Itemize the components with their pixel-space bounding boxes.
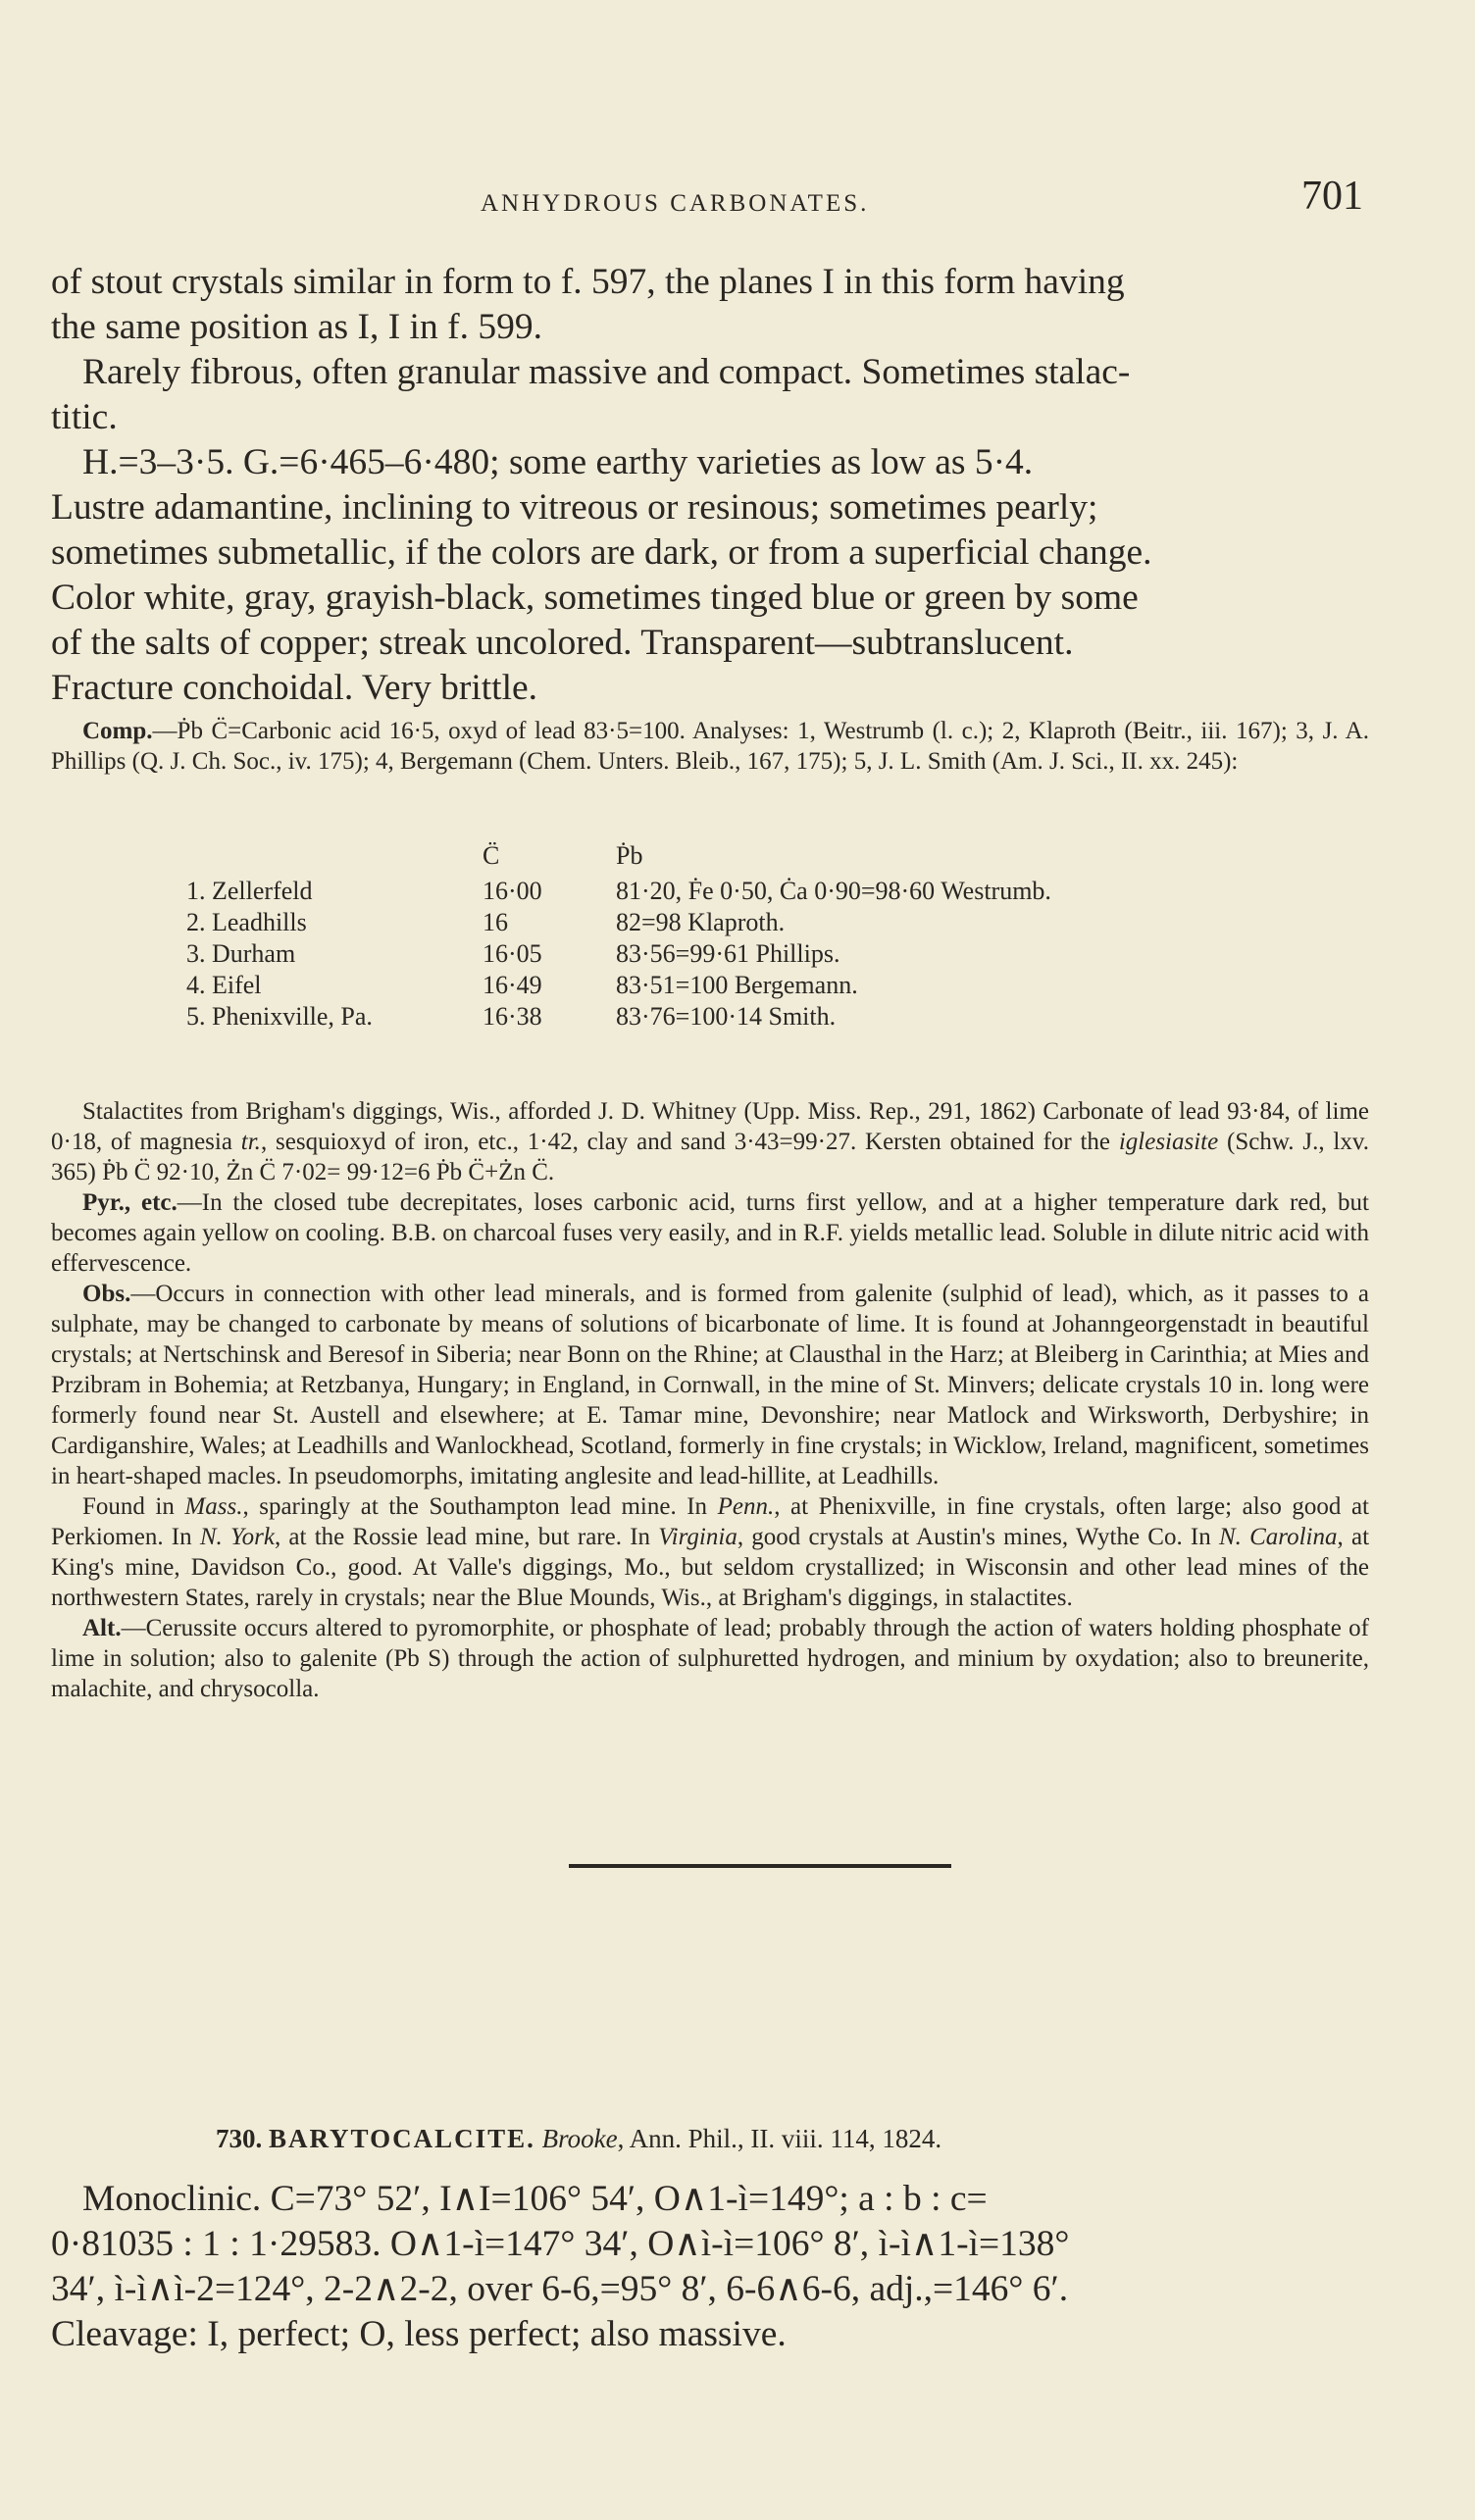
column-header-lead: Ṗb — [616, 841, 643, 870]
carbonic-cell: 16 — [483, 908, 508, 936]
lead-cell: 82=98 Klaproth. — [616, 908, 786, 936]
lead-cell: 83·51=100 Bergemann. — [616, 971, 858, 999]
italic-term: tr. — [240, 1129, 261, 1155]
locality-cell: 2. Leadhills — [186, 908, 307, 936]
composition-paragraph — [51, 716, 1369, 777]
obs-label: Obs. — [82, 1281, 131, 1307]
carbonic-cell: 16·49 — [483, 971, 542, 999]
comp-text: —Ṗb C̈=Carbonic acid 16·5, oxyd of lead 83·5=100. Analyses: 1, Westrumb (l. c.); 2, Klaproth (Beitr., iii. 167); 3, J. A. Phillips (Q. J. Ch. Soc., iv. 175); 4, Bergemann (Chem. Unters. Bleib., 167, 175); 5, J. L. Smith (Am. J. Sci., II. xx. 245): — [51, 718, 1369, 775]
italic-place: N. Carolina — [1218, 1524, 1338, 1550]
carbonic-cell: 16·05 — [483, 939, 542, 968]
crystal-line: 34′, ì-ì∧ì-2=124°, 2-2∧2-2, over 6-6,=95° 8′, 6-6∧6-6, adj.,=146° 6′. — [51, 2269, 1069, 2309]
description-line: Color white, gray, grayish-black, sometimes tinged blue or green by some — [51, 578, 1139, 618]
found-paragraph — [51, 1491, 1369, 1613]
crystal-line: 0·81035 : 1 : 1·29583. O∧1-ì=147° 34′, O∧ì-ì=106° 8′, ì-ì∧1-ì=138° — [51, 2224, 1070, 2264]
crystal-line: Monoclinic. C=73° 52′, I∧I=106° 54′, O∧1-ì=149°; a : b : c= — [82, 2179, 988, 2219]
italic-place: Penn. — [717, 1493, 775, 1520]
found-text: , sparingly at the Southampton lead mine. In — [242, 1493, 718, 1520]
locality-cell: 1. Zellerfeld — [186, 877, 313, 905]
alt-paragraph — [51, 1613, 1369, 1704]
species-number: 730. — [216, 2124, 263, 2153]
running-title: ANHYDROUS CARBONATES. — [481, 190, 870, 217]
page-number: 701 — [1301, 174, 1363, 219]
table-row — [186, 877, 1265, 908]
found-text: , at the Rossie lead mine, but rare. In — [274, 1524, 659, 1550]
section-divider — [569, 1864, 951, 1868]
analyses-table — [186, 841, 1265, 1033]
locality-cell: 4. Eifel — [186, 971, 262, 999]
description-line: the same position as I, I in f. 599. — [51, 307, 542, 347]
pyr-paragraph — [51, 1187, 1369, 1279]
description-line: of stout crystals similar in form to f. 597, the planes I in this form having — [51, 262, 1125, 302]
locality-cell: 5. Phenixville, Pa. — [186, 1002, 373, 1031]
stalactites-text: (Schw. J., lxv. 365) Ṗb C̈ 92·10, Żn C̈ 7·02= 99·12=6 Ṗb C̈+Żn C̈. — [51, 1129, 1369, 1185]
description-line: Rarely fibrous, often granular massive and compact. Sometimes stalac- — [82, 352, 1131, 392]
species-author: Brooke — [541, 2124, 618, 2153]
page-header — [88, 173, 1363, 231]
pyr-label: Pyr., etc. — [82, 1189, 178, 1216]
alt-label: Alt. — [82, 1615, 122, 1641]
table-row — [186, 908, 1265, 939]
locality-cell: 3. Durham — [186, 939, 296, 968]
table-row — [186, 939, 1265, 971]
alt-text: —Cerussite occurs altered to pyromorphite, or phosphate of lead; probably through the action of waters holding phosphate of lime in solution; also to galenite (Pb S) through the action of sulphuretted hydrogen, and minium by oxydation; also to breunerite, malachite, and chrysocolla. — [51, 1615, 1369, 1702]
column-header-locality — [186, 841, 483, 877]
notes-section — [51, 1096, 1369, 1704]
crystal-line: Cleavage: I, perfect; O, less perfect; also massive. — [51, 2314, 787, 2354]
column-header-carbonic: C̈ — [483, 841, 500, 870]
crystal-description — [51, 260, 1369, 711]
obs-text: —Occurs in connection with other lead minerals, and is formed from galenite (sulphid of lead), which, as it passes to a sulphate, may be changed to carbonate by means of solutions of bicarbonate of lime. It is found at Johanngeorgenstadt in beautiful crystals; at Nertschinsk and Beresof in Siberia; near Bonn on the Rhine; at Clausthal in the Harz; at Bleiberg in Carinthia; at Mies and Przibram in Bohemia; at Retzbanya, Hungary; in England, in Cornwall, in the mine of St. Minvers; delicate crystals 10 in. long were formerly found near St. Austell and elsewhere; at E. Tamar mine, Devonshire; near Matlock and Wirksworth, Derbyshire; in Cardiganshire, Wales; at Leadhills and Wanlockhead, Scotland, formerly in fine crystals; in Wicklow, Ireland, magnificent, sometimes in heart-shaped macles. In pseudomorphs, imitating anglesite and lead-hillite, at Leadhills. — [51, 1281, 1369, 1489]
table-row — [186, 971, 1265, 1002]
stalactites-paragraph — [51, 1096, 1369, 1187]
lead-cell: 81·20, Ḟe 0·50, Ċa 0·90=98·60 Westrumb. — [616, 877, 1051, 905]
table-row — [186, 1002, 1265, 1033]
comp-label: Comp. — [82, 718, 153, 744]
species-name: BARYTOCALCITE. — [269, 2124, 535, 2153]
found-text: , at King's mine, Davidson Co., good. At Valle's diggings, Mo., but seldom crystallized; in Wisconsin and other lead mines of the northwestern States, rarely in crystals; near the Blue Mounds, Wis., at Brigham's diggings, in stalactites. — [51, 1524, 1370, 1611]
italic-term: iglesiasite — [1118, 1129, 1219, 1155]
description-line: titic. — [51, 397, 118, 437]
stalactites-text: , sesquioxyd of iron, etc., 1·42, clay and sand 3·43=99·27. Kersten obtained for the — [260, 1129, 1119, 1155]
italic-place: N. York — [199, 1524, 275, 1550]
carbonic-cell: 16·38 — [483, 1002, 542, 1031]
crystal-data — [51, 2177, 1369, 2357]
description-line: Fracture conchoidal. Very brittle. — [51, 668, 538, 708]
found-text: , good crystals at Austin's mines, Wythe Co. In — [737, 1524, 1219, 1550]
stalactites-text: Stalactites from Brigham's diggings, Wis., afforded J. D. Whitney (Upp. Miss. Rep., 291, 1862) Carbonate of lead 93·84, of lime 0·18, of magnesia — [51, 1098, 1369, 1155]
lead-cell: 83·76=100·14 Smith. — [616, 1002, 837, 1031]
description-line: H.=3–3·5. G.=6·465–6·480; some earthy varieties as low as 5·4. — [82, 442, 1034, 482]
species-heading — [216, 2124, 941, 2154]
pyr-text: —In the closed tube decrepitates, loses carbonic acid, turns first yellow, and at a higher temperature dark red, but becomes again yellow on cooling. B.B. on charcoal fuses very easily, and in R.F. yields metallic lead. Soluble in dilute nitric acid with effervescence. — [51, 1189, 1369, 1277]
italic-place: Mass. — [184, 1493, 243, 1520]
found-text: , at Phenixville, in fine crystals, often large; also good at Perkiomen. In — [51, 1493, 1369, 1550]
description-line: Lustre adamantine, inclining to vitreous or resinous; sometimes pearly; — [51, 487, 1098, 528]
description-line: sometimes submetallic, if the colors are dark, or from a superficial change. — [51, 532, 1152, 573]
species-reference: , Ann. Phil., II. viii. 114, 1824. — [617, 2124, 942, 2153]
analyses-header-row — [186, 841, 1265, 877]
obs-paragraph — [51, 1279, 1369, 1491]
found-text: Found in — [82, 1493, 185, 1520]
carbonic-cell: 16·00 — [483, 877, 542, 905]
lead-cell: 83·56=99·61 Phillips. — [616, 939, 840, 968]
description-line: of the salts of copper; streak uncolored. Transparent—subtranslucent. — [51, 623, 1074, 663]
italic-place: Virginia — [658, 1524, 738, 1550]
